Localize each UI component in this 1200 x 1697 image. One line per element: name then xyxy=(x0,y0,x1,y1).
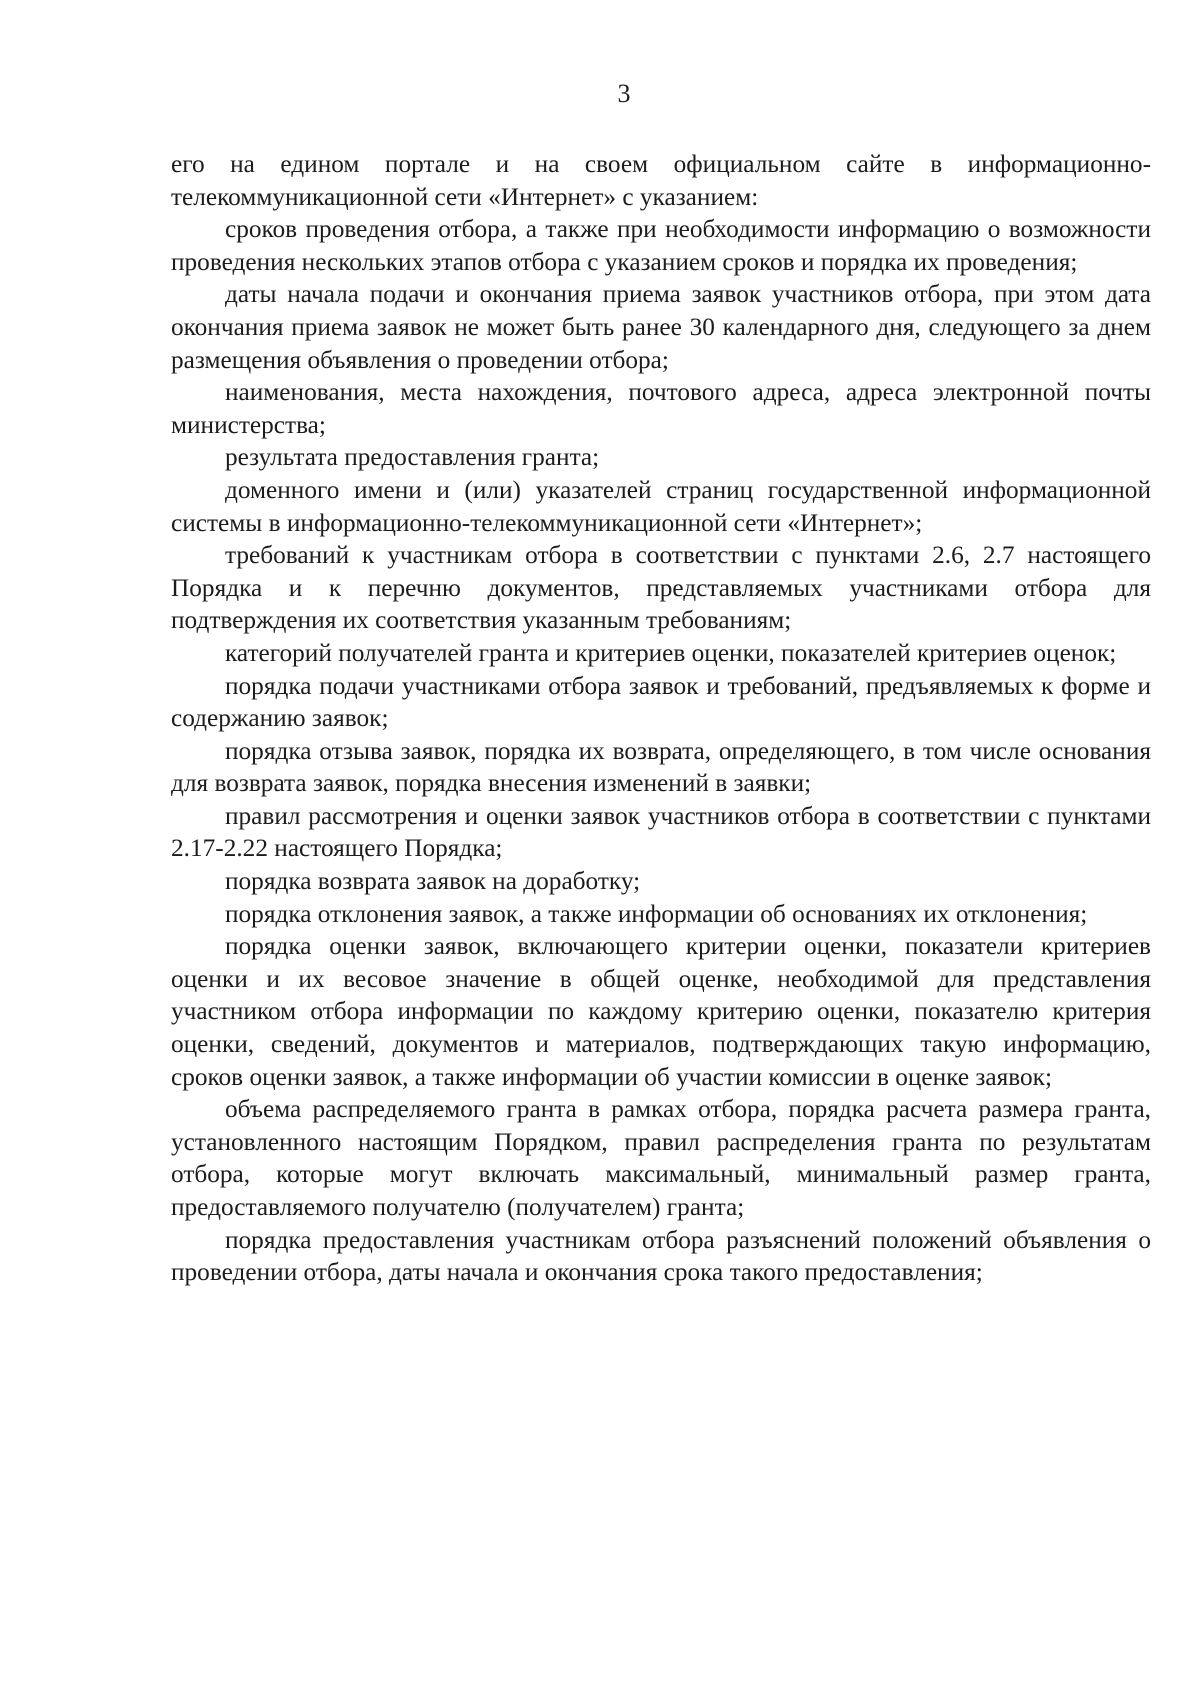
paragraph: категорий получателей гранта и критериев оценки, показателей критериев оценок; xyxy=(225,638,1117,667)
paragraph: результата предоставления гранта; xyxy=(225,443,600,472)
paragraph: его на едином портале и на своем официальном сайте в информационно-телекоммуникационной сети «Интернет» с указанием: xyxy=(171,150,1151,211)
paragraph: требований к участникам отбора в соответствии с пунктами 2.6, 2.7 настоящего Порядка и к перечню документов, представляемых участниками отбора для подтверждения их соответствия указанным требованиям; xyxy=(171,541,1151,635)
paragraph: порядка возврата заявок на доработку; xyxy=(225,867,641,896)
paragraph: наименования, места нахождения, почтового адреса, адреса электронной почты министерства; xyxy=(171,378,1151,439)
paragraph: доменного имени и (или) указателей страниц государственной информационной системы в информационно-телекоммуникационной сети «Интернет»; xyxy=(171,475,1151,537)
page-number: 3 xyxy=(617,79,631,108)
paragraph: правил рассмотрения и оценки заявок участников отбора в соответствии с пунктами 2.17-2.22 настоящего Порядка; xyxy=(171,801,1151,863)
paragraph: порядка отклонения заявок, а также информации об основаниях их отклонения; xyxy=(225,899,1088,928)
paragraph: даты начала подачи и окончания приема заявок участников отбора, при этом дата окончания приема заявок не может быть ранее 30 календарного дня, следующего за днем размещения объявления о проведении отбора; xyxy=(171,280,1151,374)
paragraph: порядка подачи участниками отбора заявок и требований, предъявляемых к форме и содержанию заявок; xyxy=(171,671,1151,733)
document-body xyxy=(171,148,1151,1289)
paragraph: сроков проведения отбора, а также при необходимости информацию о возможности проведения нескольких этапов отбора с указанием сроков и порядка их проведения; xyxy=(171,215,1151,276)
paragraph: порядка оценки заявок, включающего критерии оценки, показатели критериев оценки и их весовое значение в общей оценке, необходимой для представления участником отбора информации по каждому критерию оценки, показателю критерия оценки, сведений, документов и материалов, подтверждающих такую информацию, сроков оценки заявок, а также информации об участии комиссии в оценке заявок; xyxy=(171,932,1151,1091)
paragraph: порядка отзыва заявок, порядка их возврата, определяющего, в том числе основания для возврата заявок, порядка внесения изменений в заявки; xyxy=(171,736,1151,798)
paragraph: объема распределяемого гранта в рамках отбора, порядка расчета размера гранта, установленного настоящим Порядком, правил распределения гранта по результатам отбора, которые могут включать максимальный, минимальный размер гранта, предоставляемого получателю (получателем) гранта; xyxy=(171,1095,1151,1221)
paragraph: порядка предоставления участникам отбора разъяснений положений объявления о проведении отбора, даты начала и окончания срока такого предоставления; xyxy=(171,1225,1151,1287)
